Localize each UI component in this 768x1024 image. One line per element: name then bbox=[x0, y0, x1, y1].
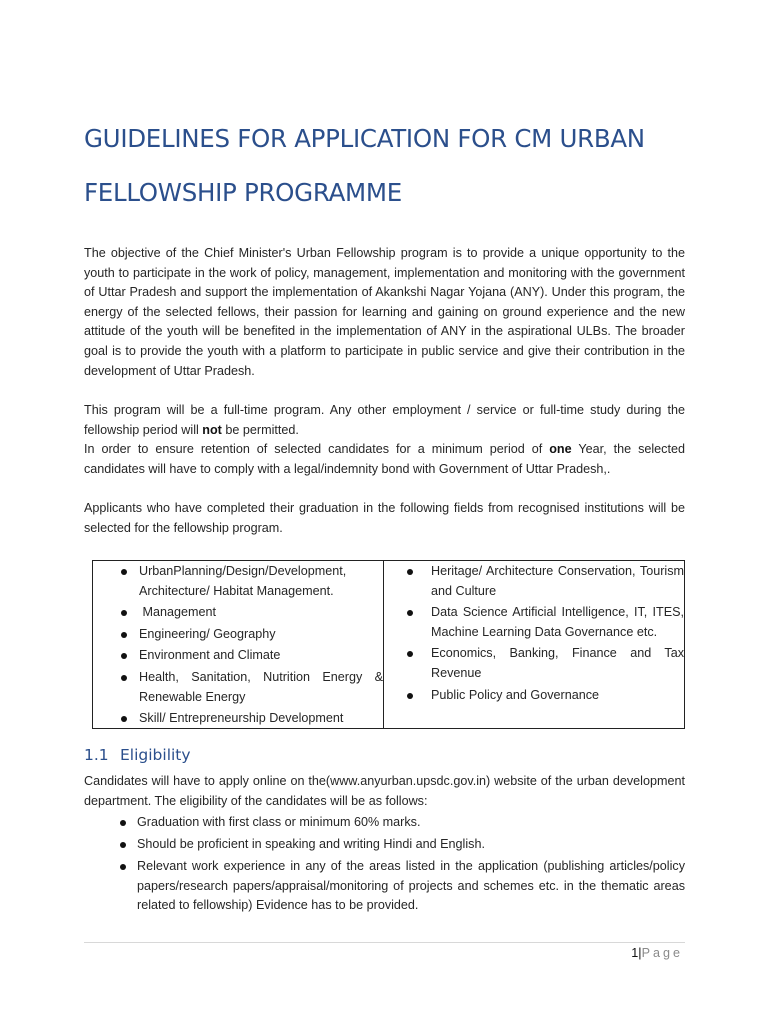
footer-separator: | bbox=[638, 946, 642, 960]
footer-divider bbox=[84, 942, 685, 943]
objective-paragraph: The objective of the Chief Minister's Urban Fellowship program is to provide a unique opportunity to the youth to participate in the work of policy, management, implementation and monitoring with the government of Uttar Pradesh and support the implementation of Akankshi Nagar Yojana (ANY). Under this program, the energy of the selected fellows, their passion for learning and gaining on ground experience and the new attitude of the youth will be benefited in the implementation of ANY in the aspirational ULBs. The broader goal is to provide the youth with a platform to participate in public service and give their contribution in the development of Uttar Pradesh. bbox=[84, 246, 685, 378]
list-item: Management bbox=[93, 603, 383, 623]
page-number: 1 bbox=[631, 946, 639, 960]
document-title bbox=[84, 112, 694, 220]
bullet-icon bbox=[121, 610, 127, 616]
full-time-paragraph: This program will be a full-time program. Any other employment / service or full-time study during the fellowship period will not be permitted. bbox=[84, 403, 685, 437]
fields-column-left bbox=[93, 561, 384, 728]
list-item: Should be proficient in speaking and writing Hindi and English. bbox=[84, 835, 685, 855]
bullet-icon bbox=[120, 820, 126, 826]
section-number: 1.1 bbox=[84, 746, 109, 764]
page-footer bbox=[631, 944, 683, 962]
bullet-icon bbox=[121, 653, 127, 659]
page-label: Page bbox=[641, 946, 683, 960]
list-item: Public Policy and Governance bbox=[384, 686, 684, 706]
bullet-icon bbox=[121, 632, 127, 638]
emphasis-not: not bbox=[202, 422, 222, 437]
list-item: Skill/ Entrepreneurship Development bbox=[93, 709, 383, 729]
title-line-2: FELLOWSHIP PROGRAMME bbox=[84, 178, 402, 207]
list-item: Heritage/ Architecture Conservation, Tourism and Culture bbox=[384, 562, 684, 601]
list-item: Graduation with first class or minimum 60% marks. bbox=[84, 813, 685, 833]
bullet-icon bbox=[120, 842, 126, 848]
bullet-icon bbox=[120, 864, 126, 870]
eligibility-intro: Candidates will have to apply online on the(www.anyurban.upsdc.gov.in) website of the urban development department. The eligibility of the candidates will be as follows: bbox=[84, 774, 685, 808]
bullet-icon bbox=[407, 693, 413, 699]
list-item: Health, Sanitation, Nutrition Energy & Renewable Energy bbox=[93, 668, 383, 707]
list-item: Engineering/ Geography bbox=[93, 625, 383, 645]
retention-paragraph: In order to ensure retention of selected candidates for a minimum period of one Year, the selected candidates will have to comply with a legal/indemnity bond with Government of Uttar Pradesh,. bbox=[84, 442, 685, 476]
bullet-icon bbox=[121, 716, 127, 722]
bullet-icon bbox=[407, 569, 413, 575]
list-item: Environment and Climate bbox=[93, 646, 383, 666]
list-item: Economics, Banking, Finance and Tax Revenue bbox=[384, 644, 684, 683]
bullet-icon bbox=[407, 610, 413, 616]
fields-table bbox=[92, 560, 685, 729]
bullet-icon bbox=[121, 569, 127, 575]
bullet-icon bbox=[407, 651, 413, 657]
bullet-icon bbox=[121, 675, 127, 681]
section-title: Eligibility bbox=[120, 746, 191, 764]
list-item: Data Science Artificial Intelligence, IT, ITES, Machine Learning Data Governance etc. bbox=[384, 603, 684, 642]
title-line-1: GUIDELINES FOR APPLICATION FOR CM URBAN bbox=[84, 124, 645, 153]
fields-column-right bbox=[384, 561, 684, 728]
eligibility-criteria-list bbox=[84, 813, 685, 918]
emphasis-one: one bbox=[549, 442, 572, 456]
eligibility-heading bbox=[84, 743, 191, 767]
applicants-paragraph: Applicants who have completed their graduation in the following fields from recognised institutions will be selected for the fellowship program. bbox=[84, 501, 685, 535]
list-item: UrbanPlanning/Design/Development, Architecture/ Habitat Management. bbox=[93, 562, 383, 601]
list-item: Relevant work experience in any of the areas listed in the application (publishing articles/policy papers/research papers/appraisal/monitoring of projects and schemes etc. in the thematic areas related to fellowship) Evidence has to be provided. bbox=[84, 857, 685, 916]
